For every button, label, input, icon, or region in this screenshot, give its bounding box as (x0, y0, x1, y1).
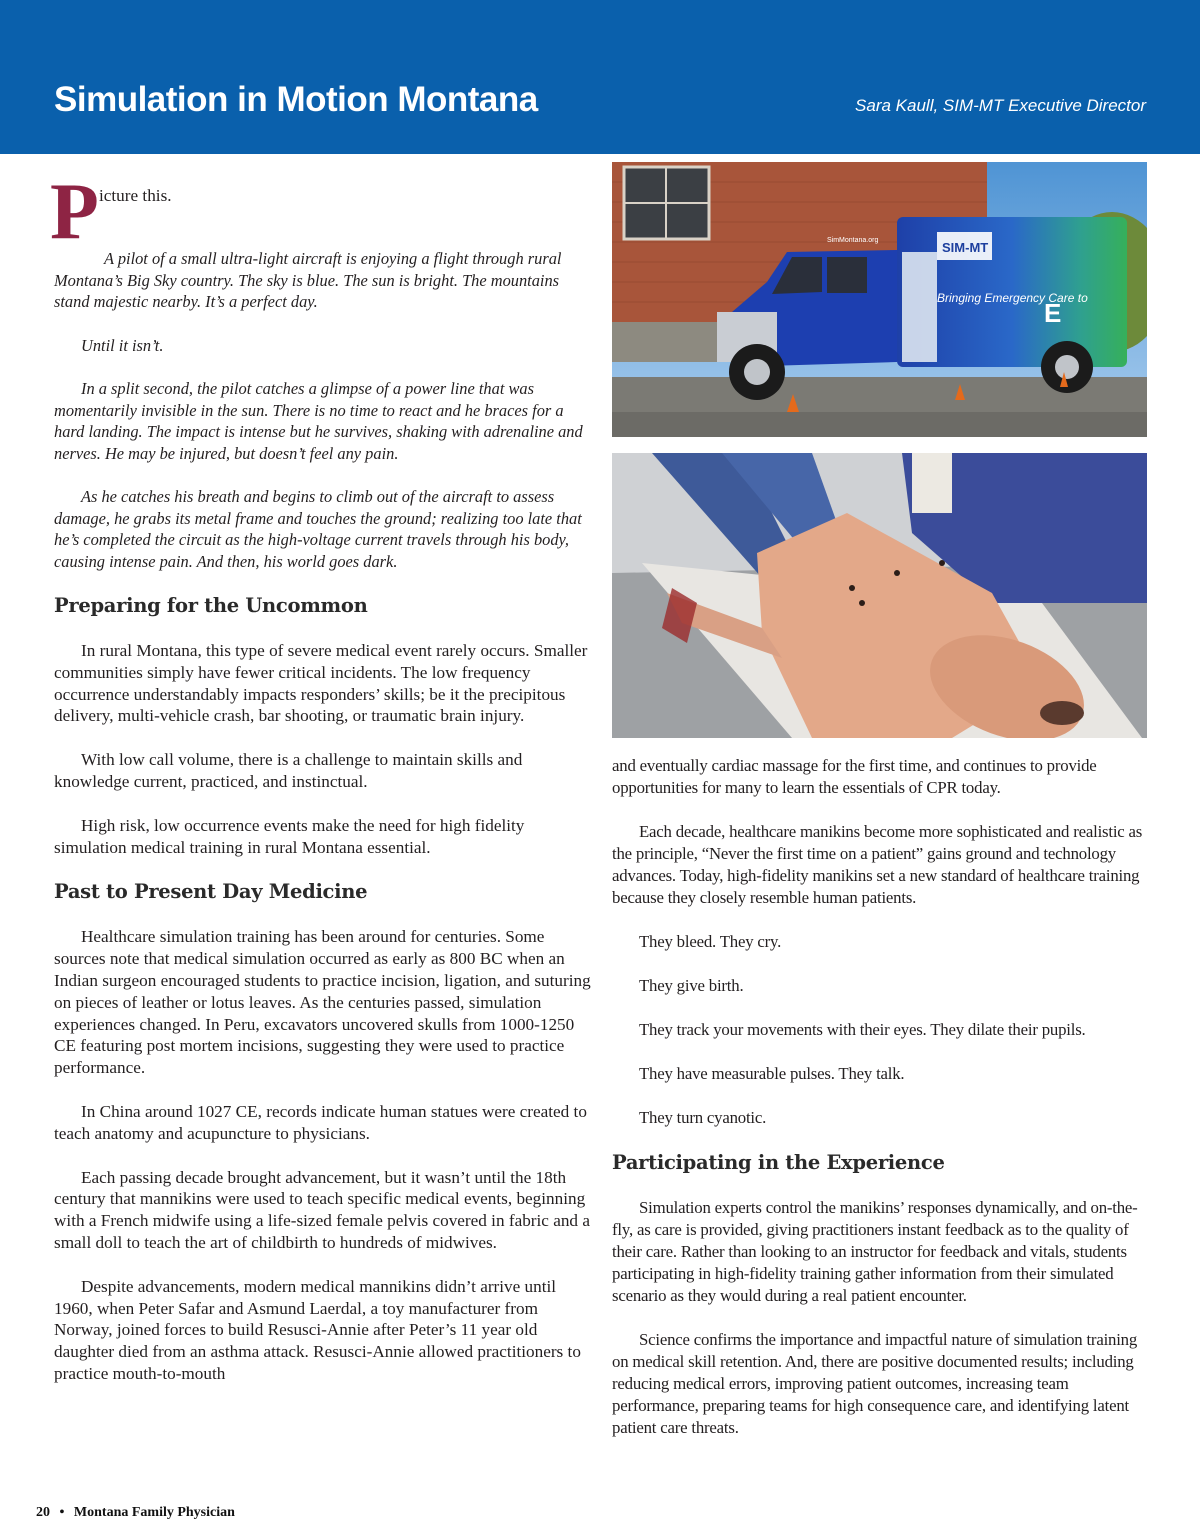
body-paragraph: Each decade, healthcare manikins become more sophisticated and realistic as the principle, “Never the first time on a patient” gains ground and technology advances. Today, high-fidelity manikins set a new standard of healthcare training because they closely resemble human patients. (612, 822, 1143, 907)
body-paragraph: Healthcare simulation training has been around for centuries. Some sources note that medical simulation occurred as early as 800 BC when an Indian surgeon encouraged students to practice incision, ligation, and suturing on pieces of leather or lotus leaves. As the centuries passed, simulation experiences changed. In Peru, excavators uncovered skulls from 1000-1250 CE featuring post mortem incisions, suggesting they were used to practice performance. (54, 927, 591, 1078)
sim-mt-logo-text: SIM-MT (942, 240, 989, 255)
article-title: Simulation in Motion Montana (54, 80, 538, 119)
feature-line: They bleed. They cry. (639, 932, 782, 951)
section-heading-past-to-present: Past to Present Day Medicine (54, 880, 368, 904)
left-column (50, 168, 592, 1407)
section-heading-preparing: Preparing for the Uncommon (54, 594, 368, 617)
author-byline: Sara Kaull, SIM-MT Executive Director (855, 96, 1146, 115)
intro-paragraph: A pilot of a small ultra-light aircraft is enjoying a flight through rural Montana’s Big Sky country. The sky is blue. The sun is bright. The mountains stand majestic nearby. It’s a perfect day. (54, 249, 562, 311)
intro-paragraph: Until it isn’t. (81, 335, 164, 355)
right-column (612, 755, 1150, 1461)
truck-illustration (612, 162, 1147, 437)
body-paragraph-continued: and eventually cardiac massage for the first time, and continues to provide opportunities for many to learn the essentials of CPR today. (612, 756, 1097, 797)
manikin-illustration (612, 453, 1147, 738)
manikin-photo (612, 453, 1147, 738)
body-paragraph: High risk, low occurrence events make the need for high fidelity simulation medical training in rural Montana essential. (54, 815, 525, 857)
body-paragraph: Simulation experts control the manikins’ responses dynamically, and on-the-fly, as care is provided, giving practitioners instant feedback as to the quality of their care. Rather than looking to an instructor for feedback and vitals, students participating in high-fidelity training gather information from their simulated scenario as they would during a real patient encounter. (612, 1198, 1138, 1305)
section-heading-participating: Participating in the Experience (612, 1151, 945, 1174)
intro-opening (50, 168, 592, 256)
footer-separator: • (59, 1505, 65, 1520)
body-paragraph: Each passing decade brought advancement, but it wasn’t until the 18th century that mannikins were used to teach specific medical events, beginning with a French midwife using a life-sized female pelvis covered in fabric and a small doll to teach the art of childbirth to hundreds of midwives. (54, 1167, 590, 1252)
page-number: 20 (36, 1505, 50, 1520)
body-paragraph: In China around 1027 CE, records indicate human statues were created to teach anatomy and acupuncture to physicians. (54, 1101, 587, 1143)
feature-line: They track your movements with their eyes. They dilate their pupils. (639, 1020, 1086, 1039)
body-paragraph: Despite advancements, modern medical mannikins didn’t arrive until 1960, when Peter Safar and Asmund Laerdal, a toy manufacturer from Norway, joined forces to build Resusci-Annie after Peter’s 11 year old daughter died from an asthma attack. Resusci-Annie allowed practitioners to practice mouth-to-mouth (54, 1276, 581, 1383)
truck-slogan: Bringing Emergency Care to (937, 291, 1088, 305)
page-footer (36, 1505, 235, 1521)
publication-name: Montana Family Physician (73, 1505, 235, 1520)
body-paragraph: In rural Montana, this type of severe medical event rarely occurs. Smaller communities simply have fewer critical incidents. The low frequency occurrence understandably impacts responders’ skills; be it the precipitous delivery, multi-vehicle crash, bar shooting, or traumatic brain injury. (54, 641, 588, 726)
drop-cap: P (50, 168, 99, 256)
feature-line: They give birth. (639, 976, 744, 995)
manikin-features-list (612, 931, 1150, 1129)
body-paragraph: With low call volume, there is a challenge to maintain skills and knowledge current, practiced, and instinctual. (54, 750, 523, 791)
intro-first-line: icture this. (99, 186, 172, 205)
simulation-truck-photo (612, 162, 1147, 437)
truck-big-letter: E (1044, 298, 1062, 328)
truck-url: SimMontana.org (827, 237, 879, 244)
intro-story (54, 248, 592, 572)
intro-paragraph: As he catches his breath and begins to climb out of the aircraft to assess damage, he grabs its metal frame and touches the ground; realizing too late that he’s completed the circuit as the high-voltage current travels through his body, causing intense pain. And then, his world goes dark. (54, 487, 582, 571)
header-banner (0, 0, 1200, 154)
body-paragraph: Science confirms the importance and impactful nature of simulation training on medical skill retention. And, there are positive documented results; including reducing medical errors, improving patient outcomes, increasing team performance, preparing teams for high consequence care, and identifying latent patient care threats. (612, 1330, 1138, 1437)
intro-paragraph: In a split second, the pilot catches a glimpse of a power line that was momentarily invisible in the sun. There is no time to react and he braces for a hard landing. The impact is intense but he survives, shaking with adrenaline and nerves. He may be injured, but doesn’t feel any pain. (54, 379, 583, 463)
feature-line: They turn cyanotic. (639, 1108, 767, 1127)
feature-line: They have measurable pulses. They talk. (639, 1064, 905, 1083)
